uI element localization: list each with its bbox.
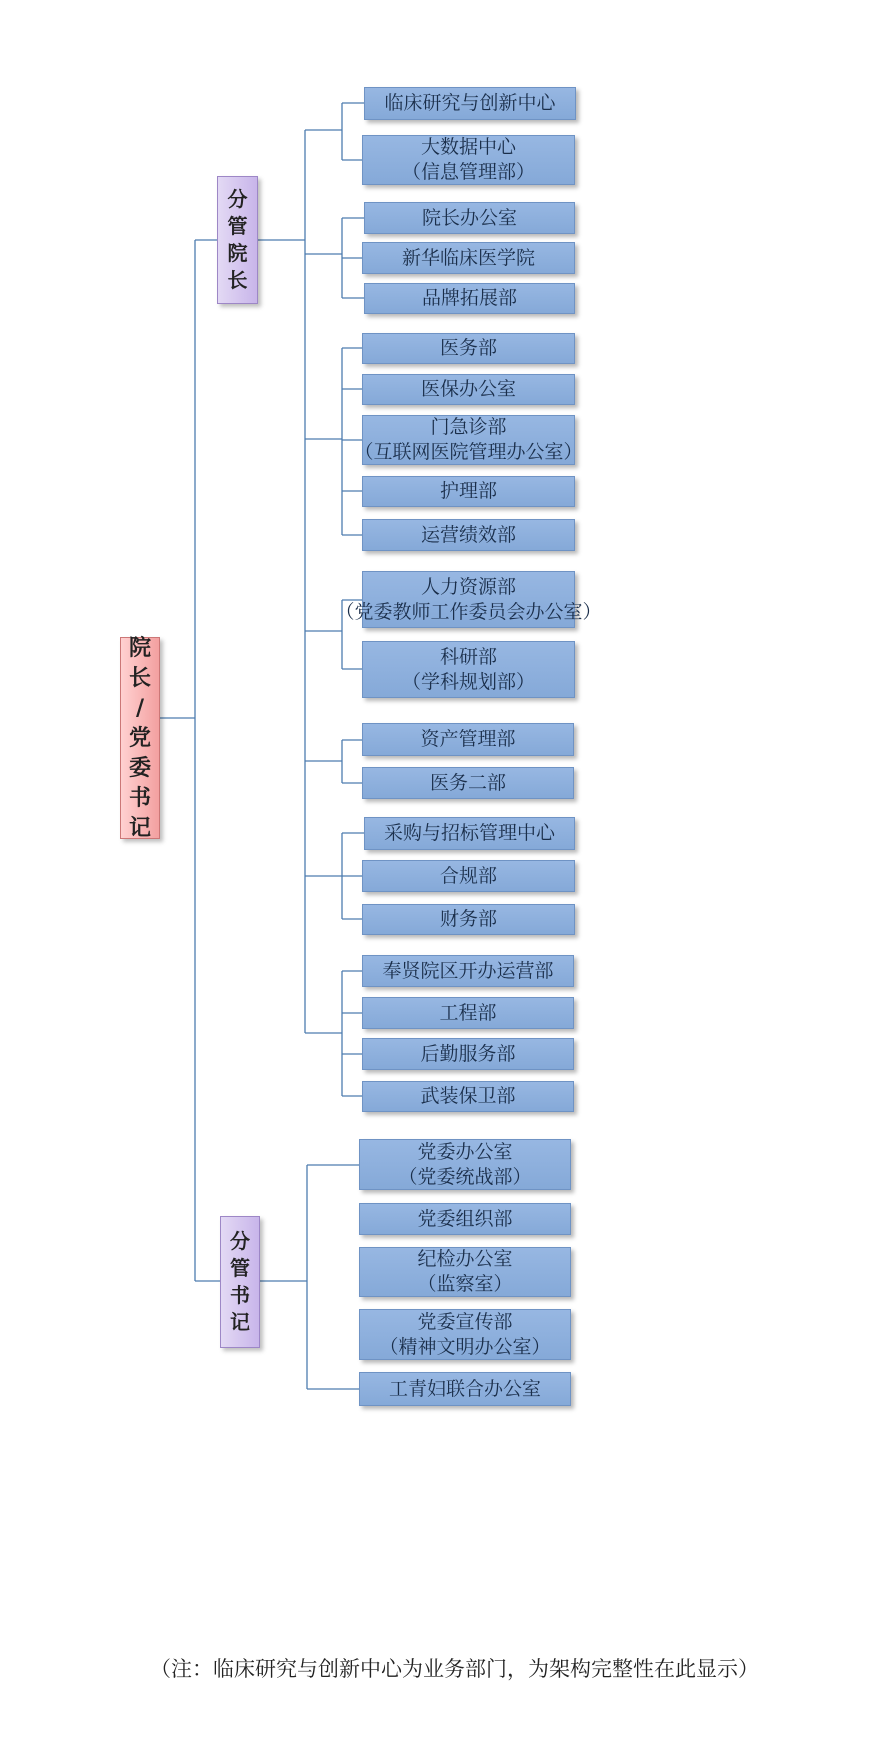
dept-box [362,641,575,698]
branch-node-deputy-secretary [220,1216,260,1348]
dept-box [364,87,576,120]
dept-box [362,955,574,987]
dept-box [359,1203,571,1235]
dept-label: （监察室） [417,1273,513,1295]
dept-box [362,1038,574,1070]
node-char: 记 [128,815,151,841]
dept-label: （精神文明办公室） [379,1335,551,1358]
dept-label: 医务二部 [429,771,506,794]
dept-label: 财务部 [439,908,497,930]
dept-label: 运营绩效部 [420,523,516,546]
dept-box [364,817,575,850]
node-char: / [135,695,145,721]
node-char: 长 [227,268,248,292]
node-char: 管 [227,214,248,238]
dept-box [359,1247,571,1297]
dept-label: （信息管理部） [401,161,535,183]
dept-label: 资产管理部 [420,728,516,750]
dept-label: 医保办公室 [420,378,516,400]
node-char: 院 [128,635,151,661]
connector-g6 [342,833,364,919]
dept-label: （互联网医院管理办公室） [354,441,583,463]
connector-b2-leaves [307,1165,359,1389]
dept-label: 武装保卫部 [420,1085,516,1107]
dept-box [335,571,602,628]
dept-label: 党委办公室 [417,1140,513,1163]
dept-box [354,415,583,465]
node-char: 分 [227,187,248,211]
dept-label: 纪检办公室 [417,1248,513,1270]
node-char: 记 [230,1310,250,1334]
connector-g1 [342,103,364,160]
dept-label: （学科规划部） [401,670,535,693]
node-char: 党 [128,725,151,751]
dept-box [362,135,575,185]
dept-label: 奉贤院区开办运营部 [382,959,554,982]
dept-box [359,1372,571,1406]
dept-box [362,767,574,799]
dept-box [362,519,575,551]
dept-label: 院长办公室 [421,206,517,229]
node-char: 委 [128,755,151,781]
dept-label: 医务部 [439,337,497,359]
connector-g5 [342,740,362,783]
dept-box [362,904,575,935]
dept-box [362,374,575,405]
dept-box [362,333,575,364]
dept-label: 后勤服务部 [420,1042,516,1065]
node-char: 管 [230,1256,250,1280]
dept-label: 临床研究与创新中心 [384,92,556,114]
dept-box [362,1081,574,1112]
node-char: 长 [128,665,151,691]
dept-label: 工程部 [439,1001,497,1024]
dept-label: 党委宣传部 [417,1310,513,1333]
dept-label: （党委教师工作委员会办公室） [335,600,602,623]
dept-box [362,476,575,507]
node-char: 书 [230,1283,250,1307]
dept-box [362,860,575,892]
dept-box [362,242,575,274]
root-node-president-party-secretary [120,637,160,839]
dept-label: （党委统战部） [398,1165,532,1188]
dept-label: 人力资源部 [420,575,516,598]
dept-label: 党委组织部 [417,1207,513,1230]
dept-label: 门急诊部 [430,416,507,438]
dept-box [364,202,575,234]
dept-label: 大数据中心 [420,136,516,158]
connector-g7 [342,971,362,1096]
dept-box [359,1139,571,1190]
dept-label: 合规部 [439,864,497,887]
dept-label: 护理部 [439,480,497,502]
node-char: 分 [230,1229,250,1253]
dept-box [362,997,574,1029]
node-char: 书 [128,785,151,811]
dept-box [364,283,575,314]
branch-node-vice-president [217,176,258,304]
dept-box [362,723,574,756]
dept-label: 科研部 [439,645,497,668]
node-char: 院 [227,241,248,265]
dept-box [359,1309,571,1360]
dept-label: 采购与招标管理中心 [383,822,555,844]
connector-g2 [342,218,364,298]
footnote: （注：临床研究与创新中心为业务部门，为架构完整性在此显示） [150,1657,759,1681]
dept-label: 新华临床医学院 [401,246,535,269]
dept-label: 工青妇联合办公室 [388,1377,541,1400]
dept-label: 品牌拓展部 [421,287,517,309]
